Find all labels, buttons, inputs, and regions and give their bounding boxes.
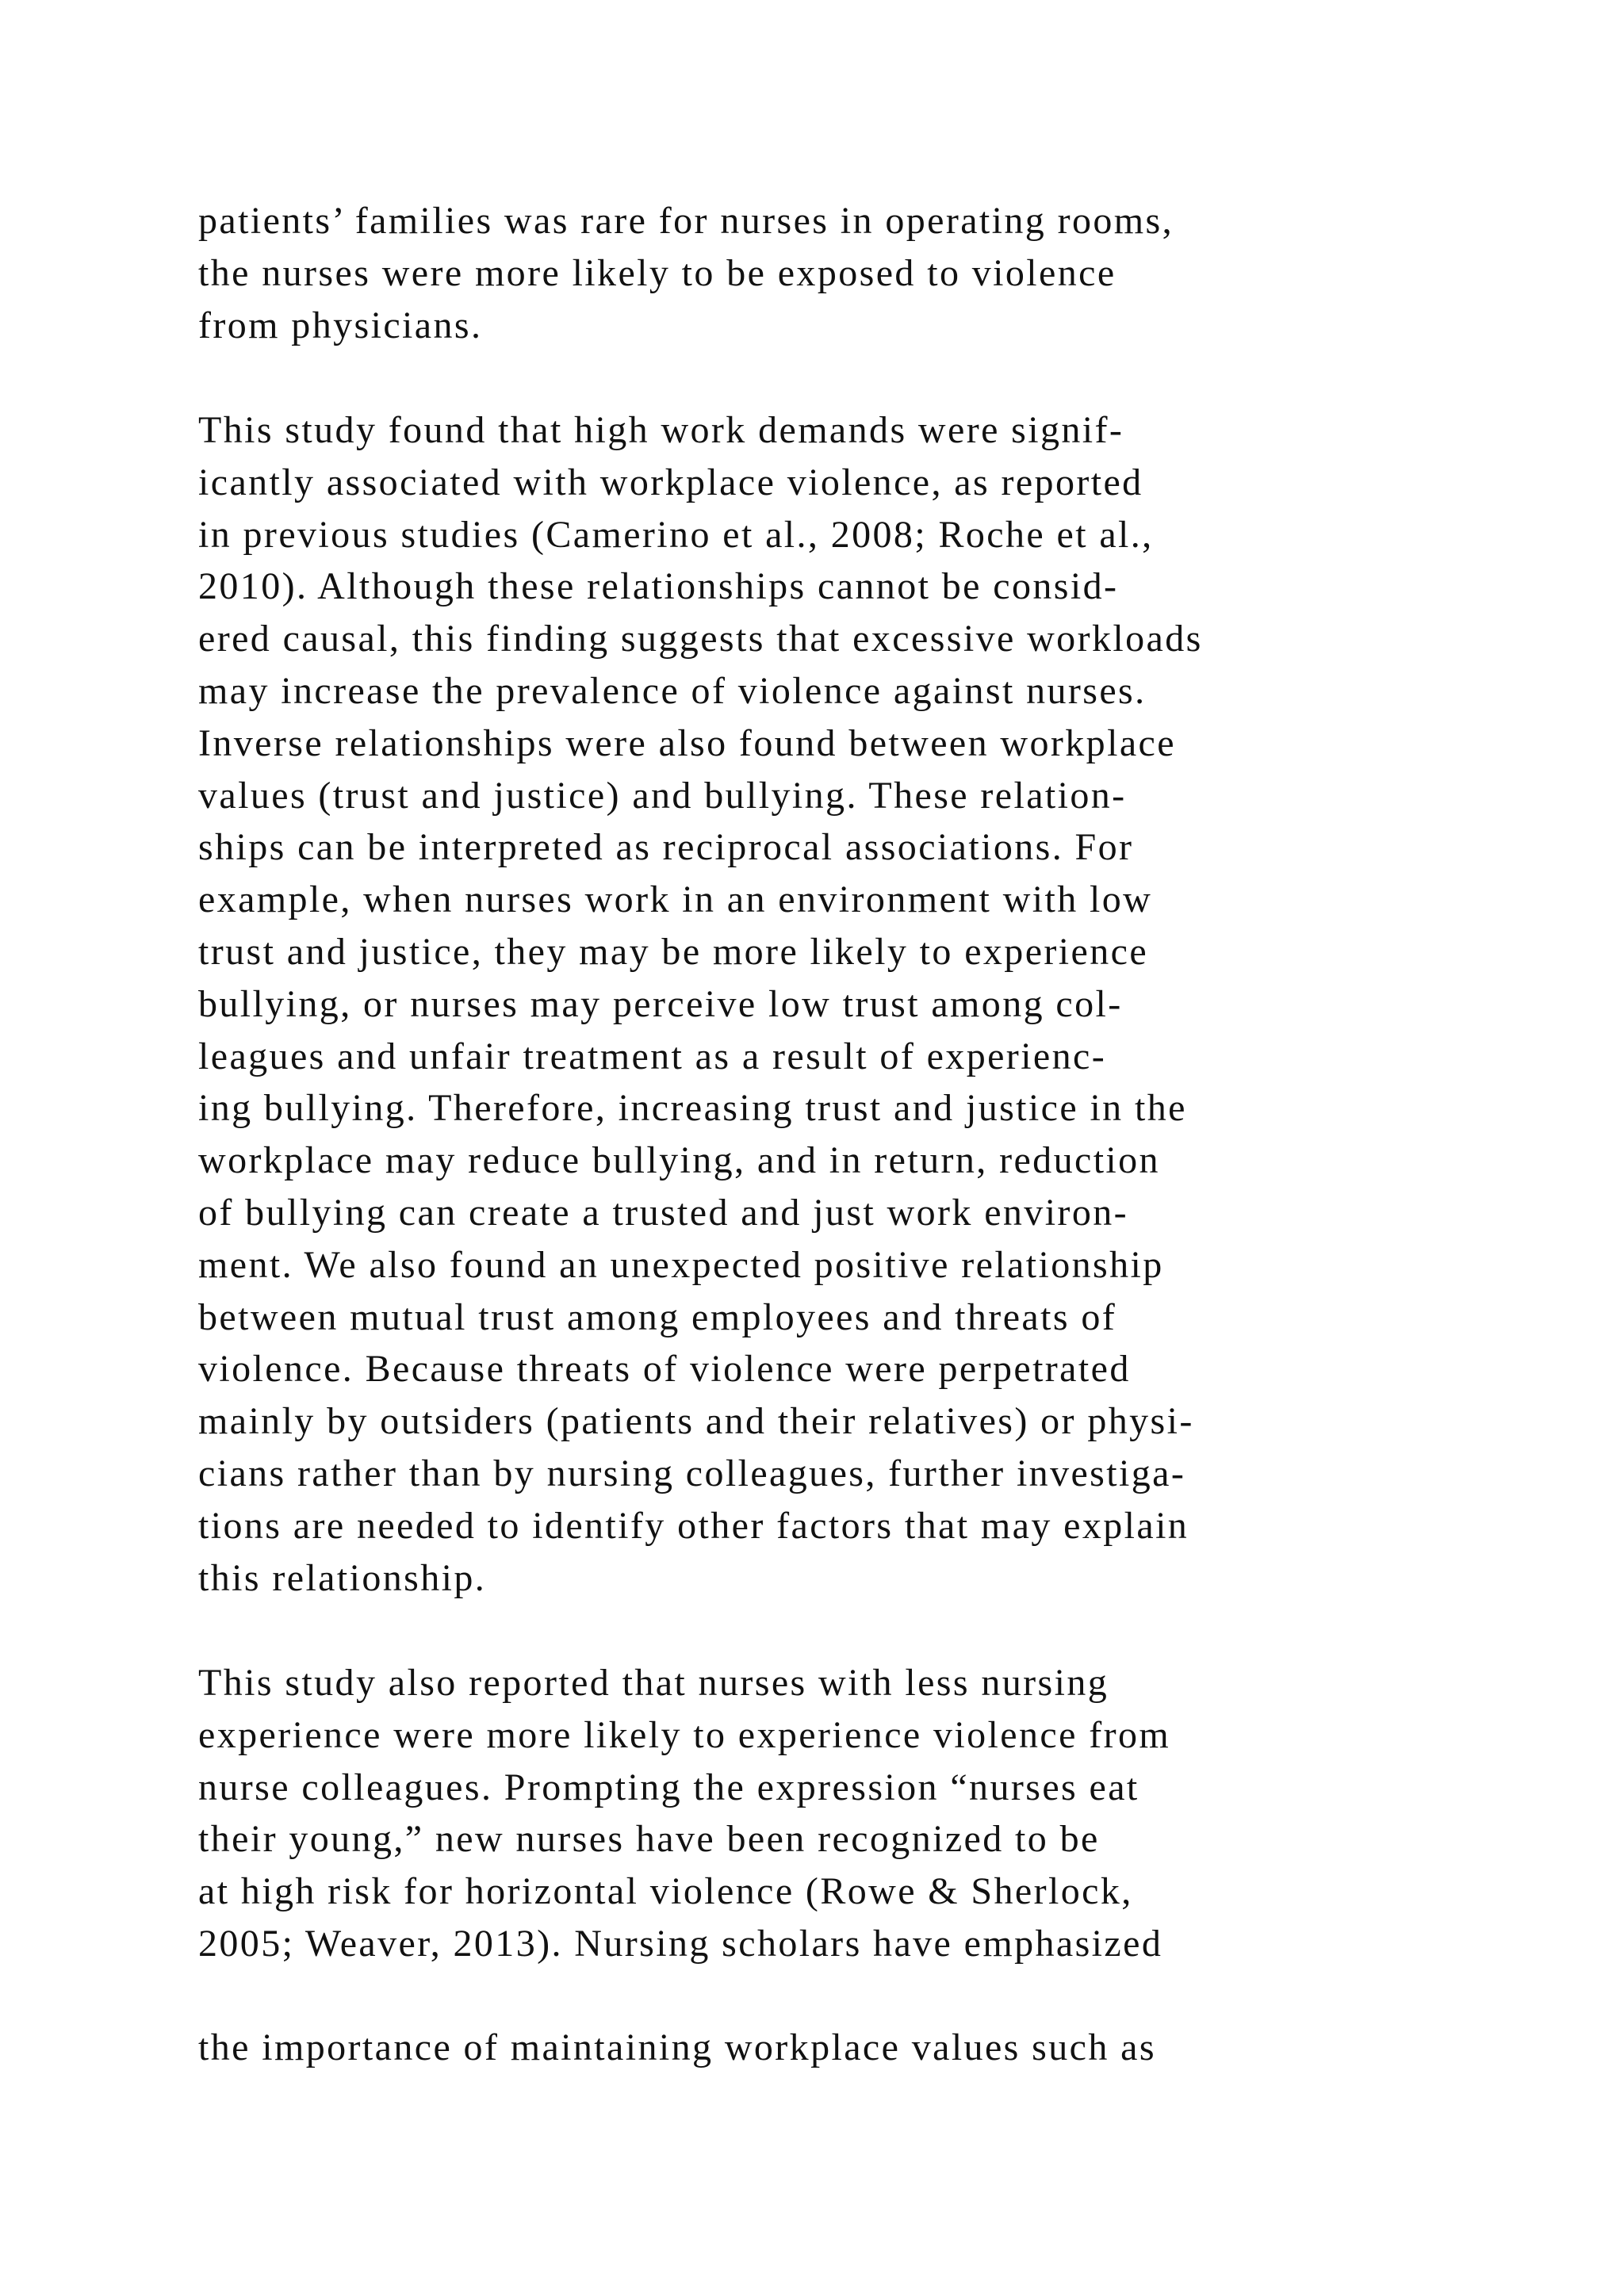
text-line: the nurses were more likely to be exposed to violence [198, 251, 1116, 294]
text-line: workplace may reduce bullying, and in return, reduction [198, 1139, 1160, 1182]
text-line: example, when nurses work in an environment with low [198, 878, 1153, 921]
text-line: experience were more likely to experience violence from [198, 1713, 1171, 1756]
text-line: tions are needed to identify other factors that may explain [198, 1504, 1189, 1547]
text-line: Inverse relationships were also found between workplace [198, 721, 1176, 764]
paragraph-2 [198, 404, 1586, 1604]
text-line: violence. Because threats of violence were perpetrated [198, 1348, 1131, 1391]
text-line: may increase the prevalence of violence against nurses. [198, 669, 1147, 712]
text-line: This study found that high work demands were signif- [198, 409, 1124, 451]
text-line: from physicians. [198, 304, 483, 346]
text-line: leagues and unfair treatment as a result of experienc- [198, 1035, 1107, 1077]
text-line: ment. We also found an unexpected positive relationship [198, 1243, 1164, 1286]
text-line: patients’ families was rare for nurses in operating rooms, [198, 200, 1174, 242]
paragraph-4 [198, 2022, 1586, 2074]
text-line: at high risk for horizontal violence (Rowe & Sherlock, [198, 1870, 1133, 1913]
text-line: 2005; Weaver, 2013). Nursing scholars have emphasized [198, 1922, 1163, 1965]
text-line: this relationship. [198, 1556, 487, 1599]
text-line: nurse colleagues. Prompting the expression “nurses eat [198, 1766, 1139, 1808]
text-line: values (trust and justice) and bullying. These relation- [198, 774, 1127, 817]
paragraph-1 [198, 195, 1586, 351]
text-line: in previous studies (Camerino et al., 2008; Roche et al., [198, 513, 1154, 556]
text-line: cians rather than by nursing colleagues, further investiga- [198, 1452, 1186, 1494]
text-line: ships can be interpreted as reciprocal associations. For [198, 826, 1134, 869]
text-line: between mutual trust among employees and threats of [198, 1295, 1117, 1338]
text-line: their young,” new nurses have been recognized to be [198, 1818, 1100, 1861]
text-line: mainly by outsiders (patients and their relatives) or physi- [198, 1400, 1194, 1443]
text-line: of bullying can create a trusted and just work environ- [198, 1191, 1128, 1234]
text-line: ered causal, this finding suggests that excessive workloads [198, 618, 1203, 660]
text-line: 2010). Although these relationships cannot be consid- [198, 565, 1119, 608]
text-line: bullying, or nurses may perceive low trust among col- [198, 982, 1123, 1025]
text-line: This study also reported that nurses with less nursing [198, 1662, 1109, 1704]
text-line: trust and justice, they may be more likely to experience [198, 930, 1149, 973]
text-line: icantly associated with workplace violence, as reported [198, 461, 1143, 503]
text-line: the importance of maintaining workplace values such as [198, 2026, 1156, 2068]
paragraph-3 [198, 1657, 1586, 1970]
text-line: ing bullying. Therefore, increasing trust and justice in the [198, 1087, 1187, 1130]
